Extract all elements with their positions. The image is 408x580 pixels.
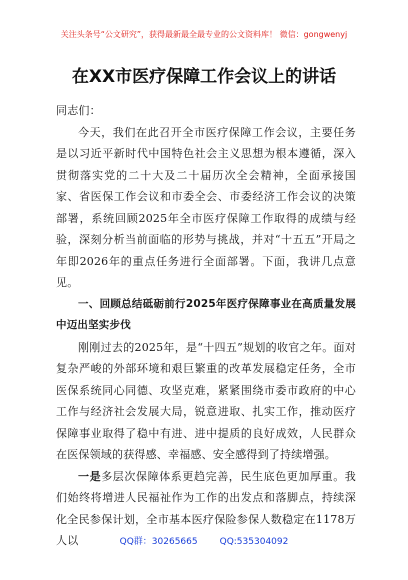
header-banner: 关注头条号“公文研究”，获得最新最全最专业的公文资料库！ 微信：gongwenyj xyxy=(60,30,348,39)
footer xyxy=(0,534,408,547)
section-1-paragraph: 刚刚过去的2025年，是“十四五”规划的收官之年。面对复杂严峻的外部环境和艰巨繁重的改革发展稳定任务，全市医保系统同心同德、攻坚克难，紧紧围绕市委市政府的中心工作与经济社会发展大局，锐意进取、扎实工作，推动医疗保障事业取得了稳中有进、进中提质的良好成效，人民群众在医保领域的获得感、幸福感、安全感得到了持续增强。 xyxy=(56,340,356,461)
salutation: 同志们： xyxy=(56,104,101,117)
point-1-text: 多层次保障体系更趋完善，民生底色更加厚重。我们始终将增进人民福祉作为工作的出发点和落脚点，持续深化全民参保计划，全市基本医疗保险参保人数稳定在1178万人以 xyxy=(56,469,356,547)
document-body xyxy=(56,100,356,552)
point-1-lead: 一是 xyxy=(78,469,102,483)
footer-qq: QQ:535304092 xyxy=(219,537,289,547)
section-heading-1: 一、回顾总结砥砺前行2025年医疗保障事业在高质量发展中迈出坚实步伐 xyxy=(56,297,356,331)
document-title: 在XX市医疗保障工作会议上的讲话 xyxy=(71,67,337,87)
footer-qq-group: QQ群：30265665 xyxy=(119,537,198,547)
intro-paragraph: 今天，我们在此召开全市医疗保障工作会议，主要任务是以习近平新时代中国特色社会主义思想为根本遵循，深入贯彻落实党的二十大及二十届历次全会精神，全面承接国家、省医保工作会议和市委全会、市委经济工作会议的决策部署，系统回顾2025年全市医疗保障工作取得的成绩与经验，深刻分析当前面临的形势与挑战，并对“十五五”开局之年即2026年的重点任务进行全面部署。下面，我讲几点意见。 xyxy=(56,125,356,289)
